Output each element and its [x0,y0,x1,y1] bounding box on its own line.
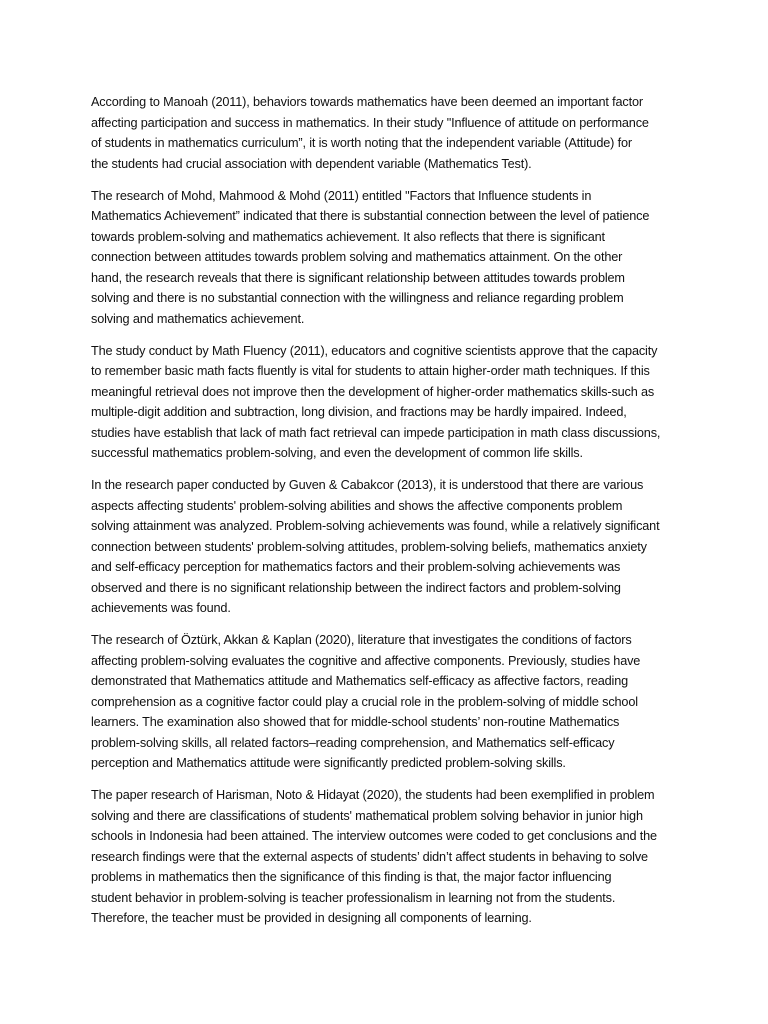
text-line: The research of Mohd, Mahmood & Mohd (2011) entitled "Factors that Influence students in [91,188,592,203]
paragraph-ozturk-akkan-kaplan [91,630,691,774]
text-line: demonstrated that Mathematics attitude and Mathematics self-efficacy as affective factors, reading [91,674,629,688]
text-line: According to Manoah (2011), behaviors towards mathematics have been deemed an important factor [91,95,643,109]
text-line: aspects affecting students' problem-solving abilities and shows the affective components problem [91,498,623,513]
text-line: schools in Indonesia had been attained. The interview outcomes were coded to get conclusions and the [91,829,657,843]
text-line: learners. The examination also showed that for middle-school students’ non-routine Mathematics [91,715,620,729]
paragraph-guven-cabakcor [91,475,691,619]
text-line: studies have establish that lack of math fact retrieval can impede participation in math class discussions, [91,425,661,440]
text-line: affecting participation and success in mathematics. In their study "Influence of attitude on performance [91,115,649,130]
text-line: solving and there are classifications of students' mathematical problem solving behavior in junior high [91,808,643,823]
text-line: problems in mathematics then the significance of this finding is that, the major factor influencing [91,870,612,884]
text-line: the students had crucial association with dependent variable (Mathematics Test). [91,156,532,171]
paragraph-math-fluency [91,341,691,464]
paragraph-manoah [91,92,691,174]
text-line: meaningful retrieval does not improve then the development of higher-order mathematics skills-such as [91,384,655,399]
text-line: student behavior in problem-solving is teacher professionalism in learning not from the students. [91,890,616,905]
text-line: and self-efficacy perception for mathematics factors and their problem-solving achievements was [91,560,621,574]
text-line: hand, the research reveals that there is significant relationship between attitudes towards problem [91,270,625,285]
text-line: to remember basic math facts fluently is vital for students to attain higher-order math techniques. If this [91,364,650,378]
paragraph-mohd [91,186,691,330]
text-line: observed and there is no significant relationship between the indirect factors and problem-solving [91,580,621,595]
text-line: Mathematics Achievement” indicated that there is substantial connection between the level of patience [91,209,650,223]
text-line: solving attainment was analyzed. Problem-solving achievements was found, while a relatively significant [91,519,660,533]
text-line: of students in mathematics curriculum”, it is worth noting that the independent variable (Attitude) for [91,136,632,150]
paragraph-harisman-noto-hidayat [91,785,691,929]
text-line: problem-solving skills, all related factors–reading comprehension, and Mathematics self-efficacy [91,735,615,750]
text-line: affecting problem-solving evaluates the cognitive and affective components. Previously, studies have [91,653,641,668]
text-line: multiple-digit addition and subtraction, long division, and fractions may be hardly impaired. Indeed, [91,405,627,419]
text-line: comprehension as a cognitive factor could play a crucial role in the problem-solving of middle school [91,694,638,709]
text-line: solving and there is no substantial connection with the willingness and reliance regarding problem [91,291,624,305]
text-line: perception and Mathematics attitude were significantly predicted problem-solving skills. [91,756,566,770]
text-line: In the research paper conducted by Guven & Cabakcor (2013), it is understood that there are various [91,478,644,492]
text-line: achievements was found. [91,601,231,615]
document-body [91,92,691,940]
text-line: The study conduct by Math Fluency (2011), educators and cognitive scientists approve that the capacity [91,343,658,358]
text-line: towards problem-solving and mathematics achievement. It also reflects that there is significant [91,229,605,244]
text-line: research findings were that the external aspects of students’ didn’t affect students in behaving to solve [91,849,648,864]
text-line: The paper research of Harisman, Noto & Hidayat (2020), the students had been exemplified in problem [91,788,655,802]
text-line: The research of Öztürk, Akkan & Kaplan (2020), literature that investigates the conditions of factors [91,633,632,647]
text-line: connection between attitudes towards problem solving and mathematics attainment. On the other [91,250,623,264]
text-line: solving and mathematics achievement. [91,311,305,326]
text-line: successful mathematics problem-solving, and even the development of common life skills. [91,446,583,460]
text-line: connection between students' problem-solving attitudes, problem-solving beliefs, mathematics anxiety [91,539,647,554]
text-line: Therefore, the teacher must be provided in designing all components of learning. [91,911,532,925]
